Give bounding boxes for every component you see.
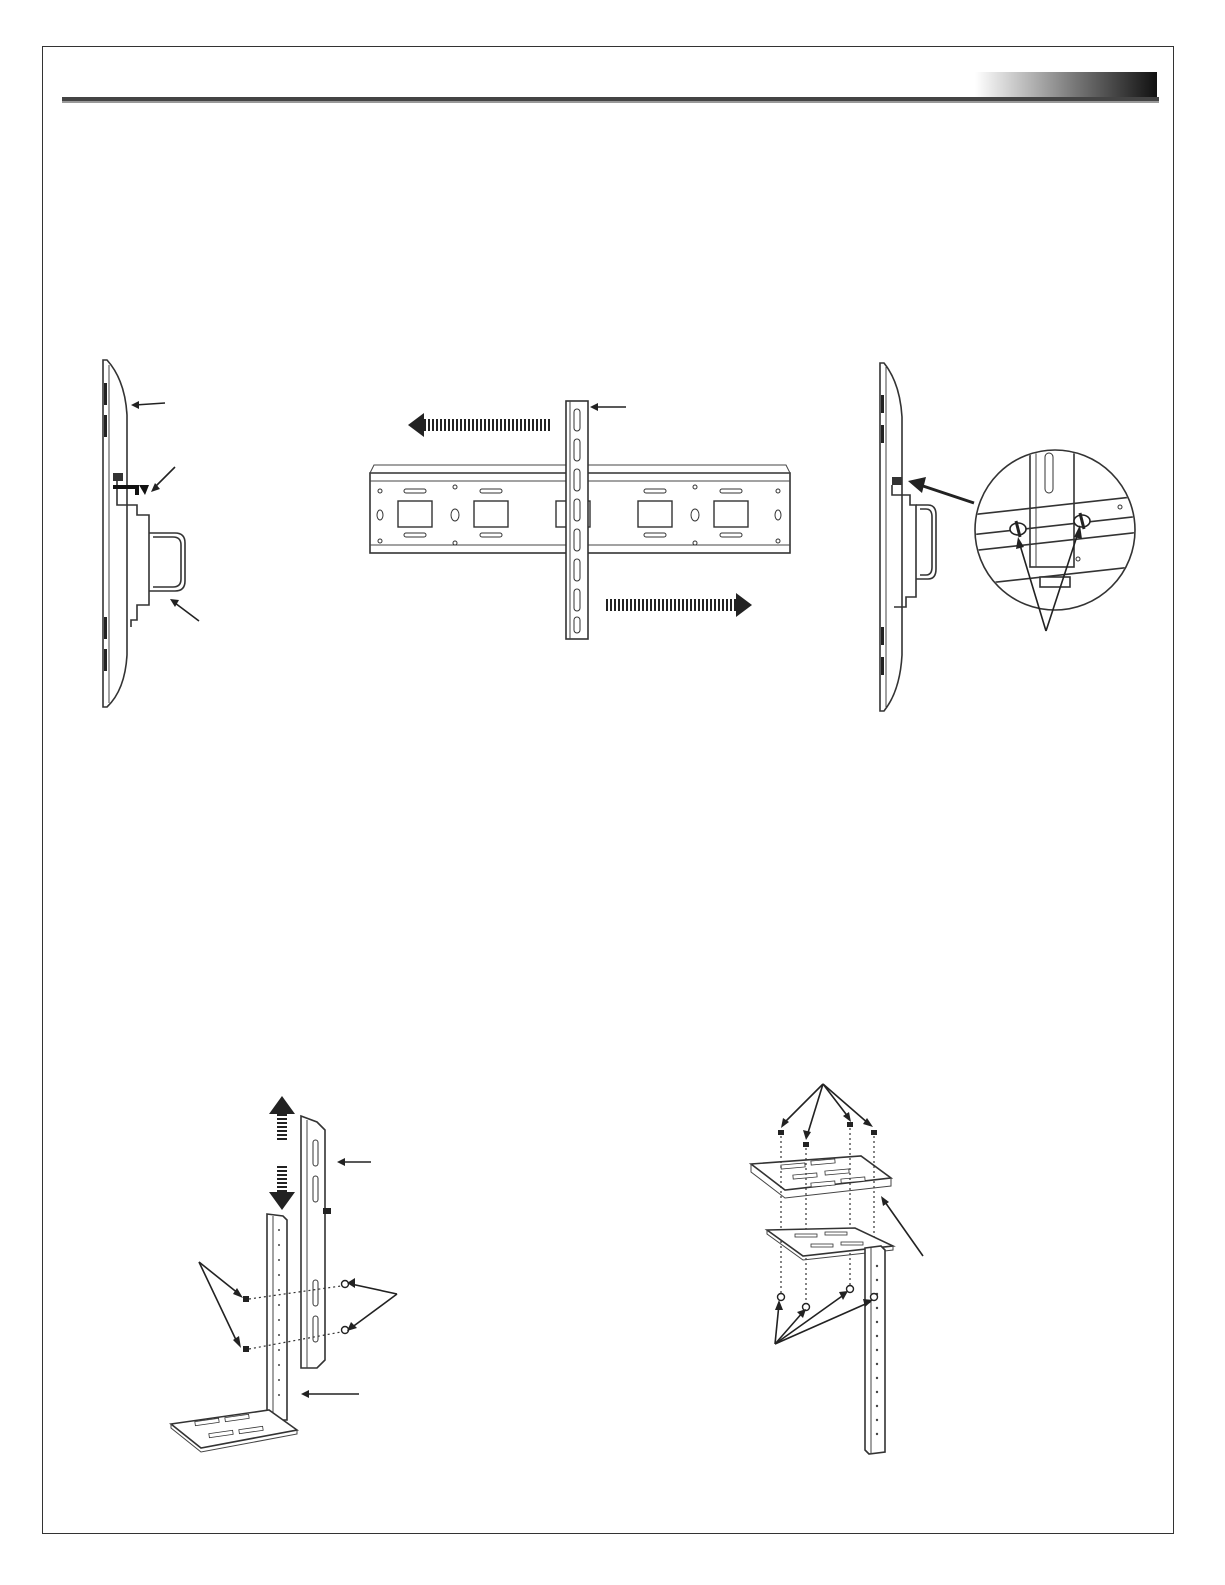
- shelf-arm-assembly-icon: [165, 1080, 415, 1480]
- slide-left-arrow-icon: [408, 413, 550, 437]
- shelf-plate-assembly-icon: [745, 1080, 945, 1480]
- tv-side-view-bracket-hook-icon: [95, 355, 215, 715]
- header-bar: [62, 70, 1159, 103]
- slide-right-arrow-icon: [606, 593, 752, 617]
- up-down-arrow-icon: [269, 1096, 295, 1210]
- tv-side-view-locking-screws-icon: [870, 355, 1160, 715]
- wallplate-sliding-bracket-icon: [360, 385, 800, 645]
